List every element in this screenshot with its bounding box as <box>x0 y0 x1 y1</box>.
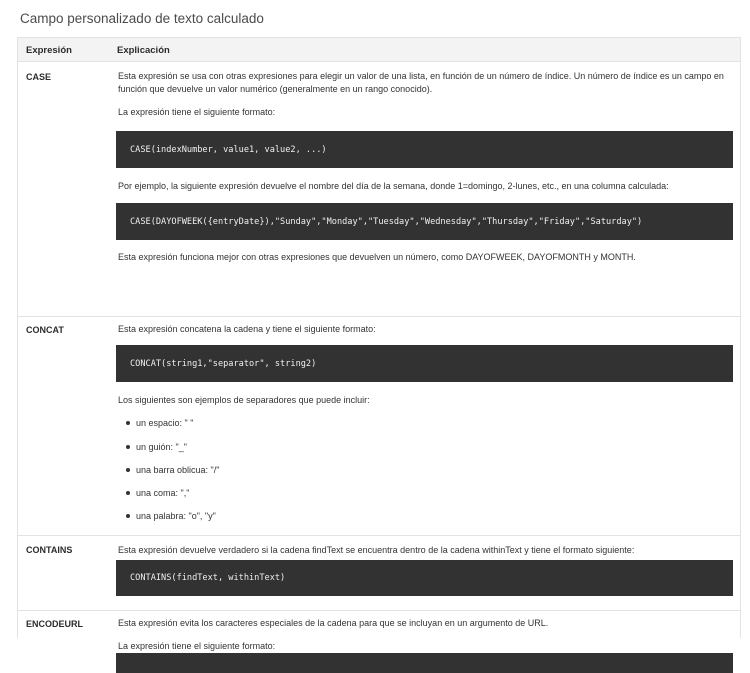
page-title: Campo personalizado de texto calculado <box>20 11 264 26</box>
bullet-icon <box>126 491 130 495</box>
table-row-encodeurl <box>18 610 740 670</box>
list-item: una palabra: "o", "y" <box>126 511 216 521</box>
code-block: CASE(DAYOFWEEK({entryDate}),"Sunday","Monday","Tuesday","Wednesday","Thursday","Friday","Saturday") <box>116 203 733 240</box>
explanation-text: Esta expresión evita los caracteres especiales de la cadena para que se incluyan en un argumento de URL. <box>118 618 549 628</box>
note-text: Esta expresión funciona mejor con otras expresiones que devuelven un número, como DAYOFWEEK, DAYOFMONTH y MONTH. <box>118 252 636 262</box>
list-item: un guión: "_" <box>126 442 187 452</box>
expression-name: CONTAINS <box>26 545 73 555</box>
explanation-text: Esta expresión devuelve verdadero si la cadena findText se encuentra dentro de la cadena withinText y tiene el formato siguiente: <box>118 545 635 555</box>
format-label: La expresión tiene el siguiente formato: <box>118 107 276 117</box>
code-block: CONTAINS(findText, withinText) <box>116 560 733 596</box>
format-label: La expresión tiene el siguiente formato: <box>118 641 276 651</box>
code-block: CONCAT(string1,"separator", string2) <box>116 345 733 382</box>
expression-name: CONCAT <box>26 325 64 335</box>
expression-name: CASE <box>26 72 52 82</box>
expressions-table <box>17 37 741 651</box>
code-block: CASE(indexNumber, value1, value2, ...) <box>116 131 733 168</box>
code-block <box>116 653 733 673</box>
list-item: una coma: "," <box>126 488 189 498</box>
bullet-icon <box>126 445 130 449</box>
table-row-case <box>18 62 740 317</box>
table-header <box>18 38 740 62</box>
list-item: una barra oblicua: "/" <box>126 465 219 475</box>
bullet-icon <box>126 421 130 425</box>
explanation-text: Esta expresión se usa con otras expresiones para elegir un valor de una lista, en función de un número de índice. Un número de índice es un campo en función que devuelve un valor numérico (generalmente en un rango conocido). <box>118 71 724 94</box>
column-header-expression: Expresión <box>26 45 72 56</box>
bullet-icon <box>126 468 130 472</box>
column-header-explanation: Explicación <box>117 45 170 56</box>
examples-label: Los siguientes son ejemplos de separadores que puede incluir: <box>118 395 370 405</box>
expression-name: ENCODEURL <box>26 619 84 629</box>
bullet-icon <box>126 514 130 518</box>
list-item: un espacio: " " <box>126 418 193 428</box>
explanation-text: Esta expresión concatena la cadena y tiene el siguiente formato: <box>118 324 376 334</box>
table-row-contains <box>18 535 740 611</box>
example-label: Por ejemplo, la siguiente expresión devuelve el nombre del día de la semana, donde 1=domingo, 2-lunes, etc., en una columna calculada: <box>118 181 669 191</box>
table-row-concat <box>18 316 740 536</box>
